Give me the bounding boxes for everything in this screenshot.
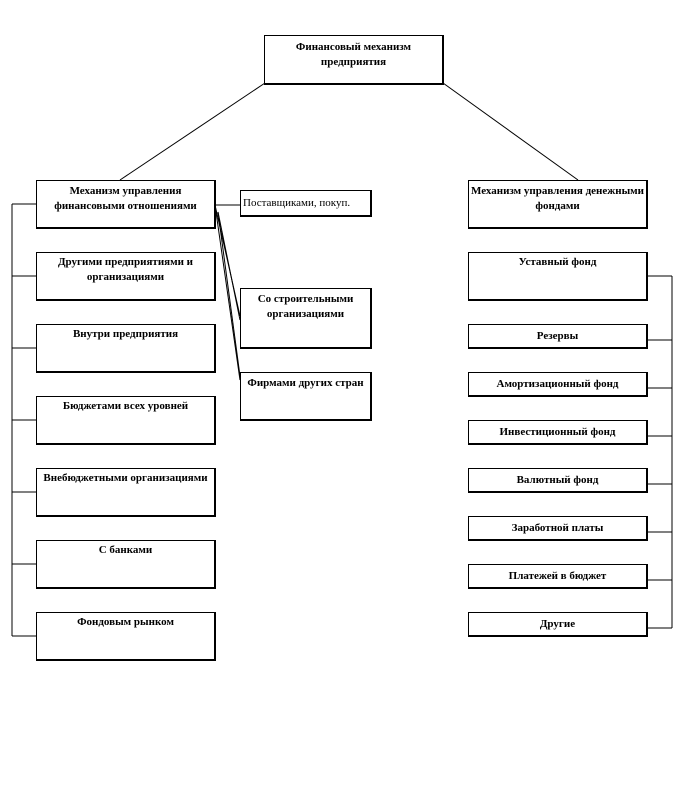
right-box-3	[468, 372, 648, 397]
middle-item-label: Поставщиками, покуп.	[243, 197, 351, 209]
right-item-label: Уставный фонд	[518, 256, 597, 268]
right-box-4	[468, 420, 648, 445]
right-box-1	[468, 252, 648, 301]
middle-box-2	[240, 288, 372, 349]
left-box-6	[36, 612, 216, 661]
right-item-label: Резервы	[536, 330, 579, 342]
right-item-label: Другие	[539, 618, 576, 630]
left-head-box	[36, 180, 216, 229]
right-head-title: Механизм управления денежными фондами	[470, 185, 645, 212]
right-item-label: Валютный фонд	[516, 474, 599, 486]
left-item-label: Фондовым рынком	[77, 616, 174, 628]
root-box	[264, 35, 444, 85]
left-box-2	[36, 324, 216, 373]
left-item-label: Внебюджетными организациями	[43, 472, 208, 484]
right-box-8	[468, 612, 648, 637]
middle-item-label: Фирмами других стран	[247, 377, 364, 389]
middle-box-3	[240, 372, 372, 421]
left-box-3	[36, 396, 216, 445]
left-box-5	[36, 540, 216, 589]
left-head-to-middle-3-line	[215, 205, 240, 380]
right-item-label: Заработной платы	[511, 522, 604, 534]
left-item-label: Внутри предприятия	[72, 328, 179, 340]
right-head-box	[468, 180, 648, 229]
right-box-6	[468, 516, 648, 541]
right-box-2	[468, 324, 648, 349]
left-item-label: С банками	[98, 544, 153, 556]
right-box-7	[468, 564, 648, 589]
middle-item-label: Со строительными организациями	[257, 293, 354, 320]
middle-box-1	[240, 190, 372, 217]
root-to-left-head-line	[120, 83, 265, 180]
left-head-title: Механизм управления финансовыми отношениями	[54, 185, 197, 212]
left-box-1	[36, 252, 216, 301]
root-title: Финансовый механизм предприятия	[295, 41, 412, 68]
right-item-label: Амортизационный фонд	[496, 378, 619, 390]
right-item-label: Инвестиционный фонд	[499, 426, 616, 438]
right-box-5	[468, 468, 648, 493]
right-item-label: Платежей в бюджет	[508, 570, 607, 582]
left-item-label: Бюджетами всех уровней	[62, 400, 189, 412]
root-to-right-head-line	[443, 83, 578, 180]
left-item-label: Другими предприятиями и организациями	[57, 256, 194, 283]
left-box-4	[36, 468, 216, 517]
